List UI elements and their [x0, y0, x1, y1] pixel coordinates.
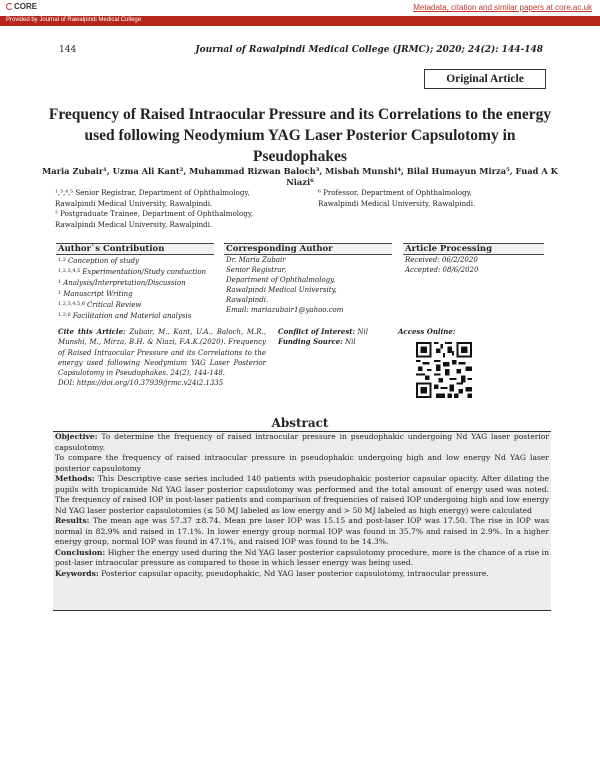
methods-text: This Descriptive case series included 140 patients with pseudophakic posterior capsular opacity. After dilating the pupils with tropicamide Nd YAG laser posterior capsulotomy was performed and the total amount of energy used was noted. The frequency of raised IOP in post-laser patients and comparison of frequencies of raised IOP undergoing high and low energy Nd YAG laser posterior capsulotomies (≤ 50 MJ labeled as low energy and > 50 MJ labeled as high energy) were calculated — [55, 474, 550, 515]
core-metadata-link[interactable]: Metadata, citation and similar papers at core.ac.uk — [413, 3, 592, 12]
affiliation-line: Rawalpindi Medical University, Rawalpindi. — [318, 198, 476, 208]
accepted-date: Accepted: 08/6/2020 — [405, 265, 479, 274]
affiliation-line: Rawalpindi Medical University, Rawalpindi. — [55, 219, 213, 229]
affiliation-line: Rawalpindi Medical University, Rawalpindi. — [55, 198, 213, 208]
corresponding-line: Rawalpindi Medical University, — [226, 285, 337, 294]
core-logo[interactable] — [6, 2, 37, 11]
corresponding-line: Senior Registrar, — [226, 265, 287, 274]
contribution-item — [58, 311, 218, 322]
contribution-sup: 1,2 — [58, 257, 66, 263]
contribution-heading: Author`s Contribution — [56, 243, 214, 255]
affiliation-line: ¹,³,⁴,⁵ Senior Registrar, Department of Ophthalmology, — [55, 188, 250, 197]
conclusion-label: Conclusion: — [55, 547, 106, 557]
qr-code-icon[interactable] — [416, 342, 472, 398]
received-date: Received: 06/2/2020 — [405, 256, 478, 264]
contribution-sup: 1,2,3,4,5 — [58, 267, 81, 274]
provided-by-strip — [0, 16, 600, 26]
access-online-label: Access Online: — [398, 327, 456, 336]
contribution-item — [58, 300, 218, 311]
cite-label: Cite this Article: — [58, 327, 126, 336]
abstract-keywords — [55, 569, 549, 580]
contribution-text: Facilitation and Material analysis — [72, 311, 192, 320]
corresponding-heading: Corresponding Author — [224, 243, 392, 255]
contribution-text: Analysis/Interpretation/Discussion — [63, 278, 186, 287]
corresponding-name: Dr. Maria Zubair — [226, 256, 286, 264]
funding-value: Nil — [345, 338, 356, 347]
doi-link[interactable]: DOI: https://doi.org/10.37939/jrmc.v24i2.1335 — [58, 379, 224, 388]
conflict-value: Nil — [357, 328, 368, 336]
funding-label: Funding Source: — [278, 337, 343, 347]
keywords-text: Posterior capsular opacity, pseudophakic, Nd YAG laser posterior capsulotomy, intraocular pressure. — [101, 568, 489, 578]
conclusion-text: Higher the energy used during the Nd YAG laser posterior capsulotomy procedure, more is the chance of a rise in post-laser intraocular pressure as compared to those in which lesser energy was being used. — [55, 547, 549, 567]
affiliations-left — [55, 188, 315, 230]
core-banner — [0, 0, 600, 16]
corresponding-line: Department of Ophthalmology, — [226, 275, 336, 284]
article-title: Frequency of Raised Intraocular Pressure and its Correlations to the energy used following Neodymium YAG Laser Posterior Capsulotomy in Pseudophakes — [48, 106, 552, 165]
methods-label: Methods: — [55, 474, 95, 483]
article-type-badge: Original Article — [424, 69, 546, 89]
contribution-item — [58, 256, 218, 267]
page-number: 144 — [59, 45, 77, 55]
abstract-methods — [55, 474, 549, 516]
cite-this-article — [58, 327, 266, 389]
contribution-text: Conception of study — [67, 257, 139, 265]
conflict-of-interest — [278, 327, 393, 337]
abstract-results — [55, 516, 549, 548]
funding-source — [278, 337, 393, 347]
affiliation-line: ² Postgraduate Trainee, Department of Ophthalmology, — [55, 209, 254, 218]
author-list: Maria Zubair¹, Uzma Ali Kant², Muhammad Rizwan Baloch³, Misbah Munshi⁴, Bilal Humayun Mirza⁵, Fuad A K Niazi⁶ — [42, 166, 558, 187]
contribution-item — [58, 267, 218, 278]
results-label: Results: — [55, 516, 90, 525]
abstract-conclusion — [55, 548, 549, 569]
contribution-text: Manuscript Writing — [63, 289, 133, 298]
affiliations-right — [318, 188, 558, 209]
contribution-sup: 1 — [58, 278, 62, 285]
keywords-label: Keywords: — [55, 568, 99, 578]
contribution-sup: 1,2,6 — [58, 311, 71, 318]
contribution-text: Critical Review — [87, 300, 142, 309]
results-text: The mean age was 57.37 ±8.74. Mean pre laser IOP was 15.15 and post-laser IOP was 17.50. The rise in IOP was normal in 82.9% and raised in 17.1%. In lower energy group normal IOP was found in 35.7% and raised in 2.9%. In a higher energy group, normal IOP was found in 47.1%, and raised IOP was found to be 14.3%. — [55, 516, 549, 546]
affiliation-line: ⁶ Professor, Department of Ophthalmology, — [318, 188, 472, 197]
contribution-sup: 1,2,3,4,5,6 — [58, 300, 86, 307]
cite-text: Zubair, M., Kant, U.A., Baloch, M.R., Munshi, M., Mirza, B.H. & Niazi, F.A.K.(2020). Frequency of Raised Intraocular Pressure and its Correlations to the energy used following Neodymium YAG Laser Posterior Capsulotomy in Pseudophakes. 24(2), 144-148. — [58, 328, 266, 378]
declarations — [278, 327, 393, 348]
contribution-sup: 1 — [58, 289, 62, 296]
processing-heading: Article Processing — [403, 243, 544, 255]
corresponding-email[interactable]: Email: mariazubair1@yahoo.com — [226, 305, 344, 314]
abstract-body — [53, 432, 551, 579]
objective-text: To determine the frequency of raised intraocular pressure in pseudophakic undergoing Nd YAG laser posterior capsulotomy. — [55, 432, 549, 452]
conflict-label: Conflict of Interest: — [278, 327, 356, 336]
corresponding-details — [226, 256, 394, 315]
contribution-list — [58, 256, 218, 321]
processing-details — [405, 256, 545, 276]
core-logo-text: CORE — [14, 2, 38, 11]
provided-by-text[interactable]: Provided by Journal of Rawalpindi Medical College — [6, 17, 142, 23]
contribution-item — [58, 289, 218, 300]
abstract-heading: Abstract — [271, 416, 329, 430]
objective-label: Objective: — [55, 432, 98, 441]
journal-citation-header: Journal of Rawalpindi Medical College (JRMC); 2020; 24(2): 144-148 — [195, 45, 543, 55]
contribution-text: Experimentation/Study conduction — [82, 267, 207, 276]
abstract-objective-2: To compare the frequency of raised intraocular pressure in pseudophakic undergoing high and low energy Nd YAG laser posterior capsulotomy — [55, 453, 549, 473]
corresponding-line: Rawalpindi. — [226, 295, 269, 304]
contribution-item — [58, 278, 218, 289]
core-swirl-icon — [6, 3, 13, 10]
abstract-objective — [55, 432, 549, 453]
